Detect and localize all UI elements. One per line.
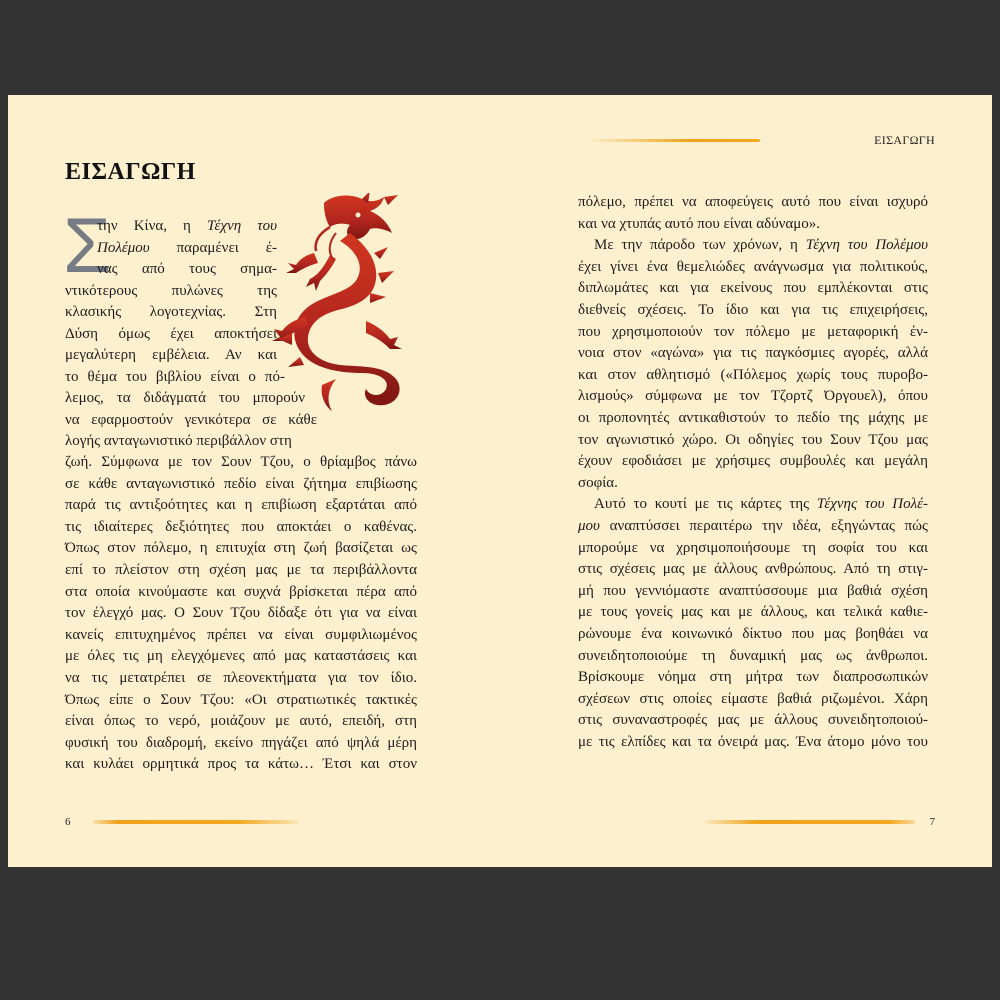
- text-line: παρά τις αντιξοότητες και η επιβίωση εξαρτάται από: [65, 497, 417, 514]
- text-segment: τον αγωνιστικό χώρο. Οι οδηγίες του Σουν Τζου μας: [578, 431, 928, 448]
- text-line: με όλες τις μη ελεγχόμενες από μας καταστάσεις και: [65, 648, 417, 665]
- text-segment: Τέχνη του: [206, 218, 277, 234]
- text-line: κανείς επιτυχημένος πρέπει να είναι συμφιλιωμένος: [65, 626, 417, 643]
- top-accent-stroke: [590, 139, 760, 142]
- text-segment: ντικότερους πυλώνες της: [65, 282, 277, 299]
- text-segment: Δύση όμως έχει αποκτήσει: [65, 325, 277, 342]
- text-line: να τις μετατρέπει σε πλεονεκτήματα για τον ίδιο.: [65, 670, 417, 686]
- text-line: ζωή. Σύμφωνα με τον Σουν Τζου, ο θρίαμβος πάνω: [65, 454, 417, 470]
- text-segment: το θέμα του βιβλίου είναι ο πό-: [65, 368, 285, 385]
- text-line: [578, 689, 928, 709]
- text-line: [578, 581, 928, 601]
- left-page: [8, 95, 500, 867]
- text-segment: διπλωμάτες και για εκείνους που εμπλέκονται στις: [578, 280, 928, 297]
- bottom-accent-stroke-left: [93, 820, 298, 824]
- text-line: [65, 324, 277, 344]
- text-line: [578, 365, 928, 385]
- text-segment: Αυτό το κουτί με τις κάρτες της: [594, 496, 817, 513]
- text-line: Όπως στον πόλεμο, η επιτυχία στη ζωή βασίζεται ως: [65, 540, 417, 557]
- text-line: [65, 302, 277, 322]
- text-segment: μου: [578, 518, 600, 534]
- text-line: [578, 343, 928, 363]
- text-segment: Τέχνης του Πολέ-: [816, 496, 928, 513]
- text-line: φυσική του διαδρομή, εκείνο πηγάζει από ψηλά μέρη: [65, 734, 417, 751]
- text-line: [578, 386, 928, 406]
- text-line: [578, 559, 928, 579]
- text-line: [578, 408, 928, 428]
- text-segment: οι προπονητές αντικαθιστούν το πεδίο της μάχης με: [578, 410, 928, 426]
- text-line: [578, 473, 928, 493]
- page-number-left: 6: [65, 816, 71, 828]
- text-line: είναι όπως το νερό, μοιάζουν με αυτό, επειδή, στη: [65, 713, 417, 730]
- text-line: [578, 214, 928, 234]
- text-line: [578, 516, 928, 536]
- text-segment: λισμούς» σύμφωνα με τον Τζορτζ Όργουελ), όπου: [578, 388, 928, 405]
- text-line: [97, 238, 277, 258]
- text-line: [97, 259, 277, 279]
- text-segment: και στον αθλητισμό («Πόλεμος χωρίς τους πυροβο-: [578, 366, 928, 383]
- text-line: [578, 278, 928, 298]
- text-line: τον έλεγχό μας. Ο Σουν Τζου δίδαξε ότι για να είναι: [65, 605, 417, 622]
- text-segment: κλασικής λογοτεχνίας. Στη: [65, 304, 277, 320]
- text-segment: Πολέμου: [97, 239, 150, 256]
- running-head: ΕΙΣΑΓΩΓΗ: [874, 133, 935, 147]
- bottom-accent-stroke-right: [705, 820, 915, 824]
- text-segment: αναπτύσσει περαιτέρω την ιδέα, εξηγώντας πώς: [599, 518, 928, 534]
- text-segment: λεμος, τα διδάγματά του μπορούν: [65, 390, 305, 406]
- text-line: σε κάθε ανταγωνιστικό πεδίο είναι ζήτημα επιβίωσης: [65, 475, 417, 492]
- text-line: [594, 235, 928, 255]
- text-segment: Τέχνη του Πολέμου: [805, 237, 929, 254]
- book-spread: [8, 95, 992, 867]
- text-segment: σχέσεων στις οποίες είμαστε βαθιά ριζωμένοι. Χάρη: [578, 690, 928, 707]
- drop-cap: Σ: [63, 201, 112, 289]
- text-line: [578, 732, 928, 752]
- text-segment: στις συναναστροφές μας με άλλους συνειδητοποιού-: [578, 712, 928, 729]
- text-line: [578, 257, 928, 277]
- text-line: [578, 710, 928, 730]
- text-segment: στις σχέσεις μας με άλλους ανθρώπους. Από τη στιγ-: [578, 561, 928, 578]
- text-line: [578, 430, 928, 450]
- text-line: [65, 367, 285, 387]
- text-segment: πόλεμο, πρέπει να αποφεύγεις αυτό που είναι ισχυρό: [578, 194, 928, 210]
- text-segment: παραμένει έ-: [149, 239, 277, 256]
- text-segment: με τις ελπίδες και τα όνειρά μας. Ένα άτομο μόνο του: [578, 734, 928, 750]
- text-segment: λογής ανταγωνιστικό περιβάλλον στη: [65, 433, 292, 449]
- text-line: [578, 300, 928, 320]
- text-line: και κυλάει ορμητικά προς τα κάτω… Έτσι και στον: [65, 756, 417, 773]
- text-segment: την Κίνα, η: [97, 218, 207, 234]
- text-line: Όπως είπε ο Σουν Τζου: «Οι στρατιωτικές τακτικές: [65, 691, 417, 708]
- text-segment: μπορούμε να χρησιμοποιήσουμε τη σοφία του και: [578, 539, 928, 556]
- text-line: τις ιδιαίτερες δεξιότητες που αποκτάει ο καθένας.: [65, 518, 417, 535]
- text-line: [578, 322, 928, 342]
- text-line: [578, 451, 928, 471]
- text-line: [578, 667, 928, 687]
- right-page: [500, 95, 992, 867]
- text-line: [578, 624, 928, 644]
- text-line: επί το πλείστον στη σχέση μας με τα περιβάλλοντα: [65, 562, 417, 578]
- text-segment: Με την πάροδο των χρόνων, η: [594, 237, 806, 254]
- chapter-title: ΕΙΣΑΓΩΓΗ: [65, 159, 196, 185]
- text-line: [594, 494, 928, 514]
- text-segment: μεγαλύτερη εμβέλεια. Αν και: [65, 347, 277, 363]
- text-line: [578, 538, 928, 558]
- dragon-illustration: [266, 193, 414, 415]
- text-line: [578, 192, 928, 212]
- text-line: [65, 431, 331, 451]
- text-line: [97, 216, 277, 236]
- text-segment: ρώνουμε ένα κοινωνικό δίκτυο που μας βοηθάει να: [578, 626, 928, 642]
- text-line: [578, 646, 928, 666]
- text-segment: σοφία.: [578, 474, 618, 491]
- text-segment: συνειδητοποιούμε τη δυναμική μας ως άνθρωποι.: [578, 647, 928, 664]
- text-segment: και να χτυπάς αυτό που είναι αδύναμο».: [578, 215, 821, 232]
- text-segment: Βρίσκουμε νόημα στη μήτρα των διαπροσωπικών: [578, 669, 928, 686]
- text-line: στα οποία κινούμαστε και συχνά βρίσκεται πέρα από: [65, 583, 417, 600]
- text-segment: έχει γίνει ένα θεμελιώδες ανάγνωσμα για πολιτικούς,: [578, 258, 928, 275]
- text-line: [65, 345, 277, 365]
- text-segment: που χρησιμοποιούν τον πόλεμο με μεταφορική έν-: [578, 323, 928, 340]
- text-segment: να εφαρμοστούν γενικότερα σε κάθε: [65, 411, 317, 428]
- text-segment: νοια στον «αγώνα» για τις παγκόσμιες αγορές, αλλά: [578, 345, 928, 362]
- text-segment: μή που γεννιόμαστε αναπτύσσουμε μια βαθιά σχέση: [578, 582, 928, 599]
- page-number-right: 7: [929, 816, 935, 828]
- text-line: [578, 602, 928, 622]
- text-segment: έχουν εφοδιάσει με χρήσιμες συμβουλές και μεγάλη: [578, 453, 928, 470]
- text-segment: με τους γονείς μας και με άλλους, και τελικά καθιε-: [578, 604, 928, 621]
- text-line: [65, 281, 277, 301]
- text-segment: διεθνείς σχέσεις. Το ίδιο και για τις επιχειρήσεις,: [578, 302, 928, 318]
- text-segment: νας από τους σημα-: [97, 261, 277, 277]
